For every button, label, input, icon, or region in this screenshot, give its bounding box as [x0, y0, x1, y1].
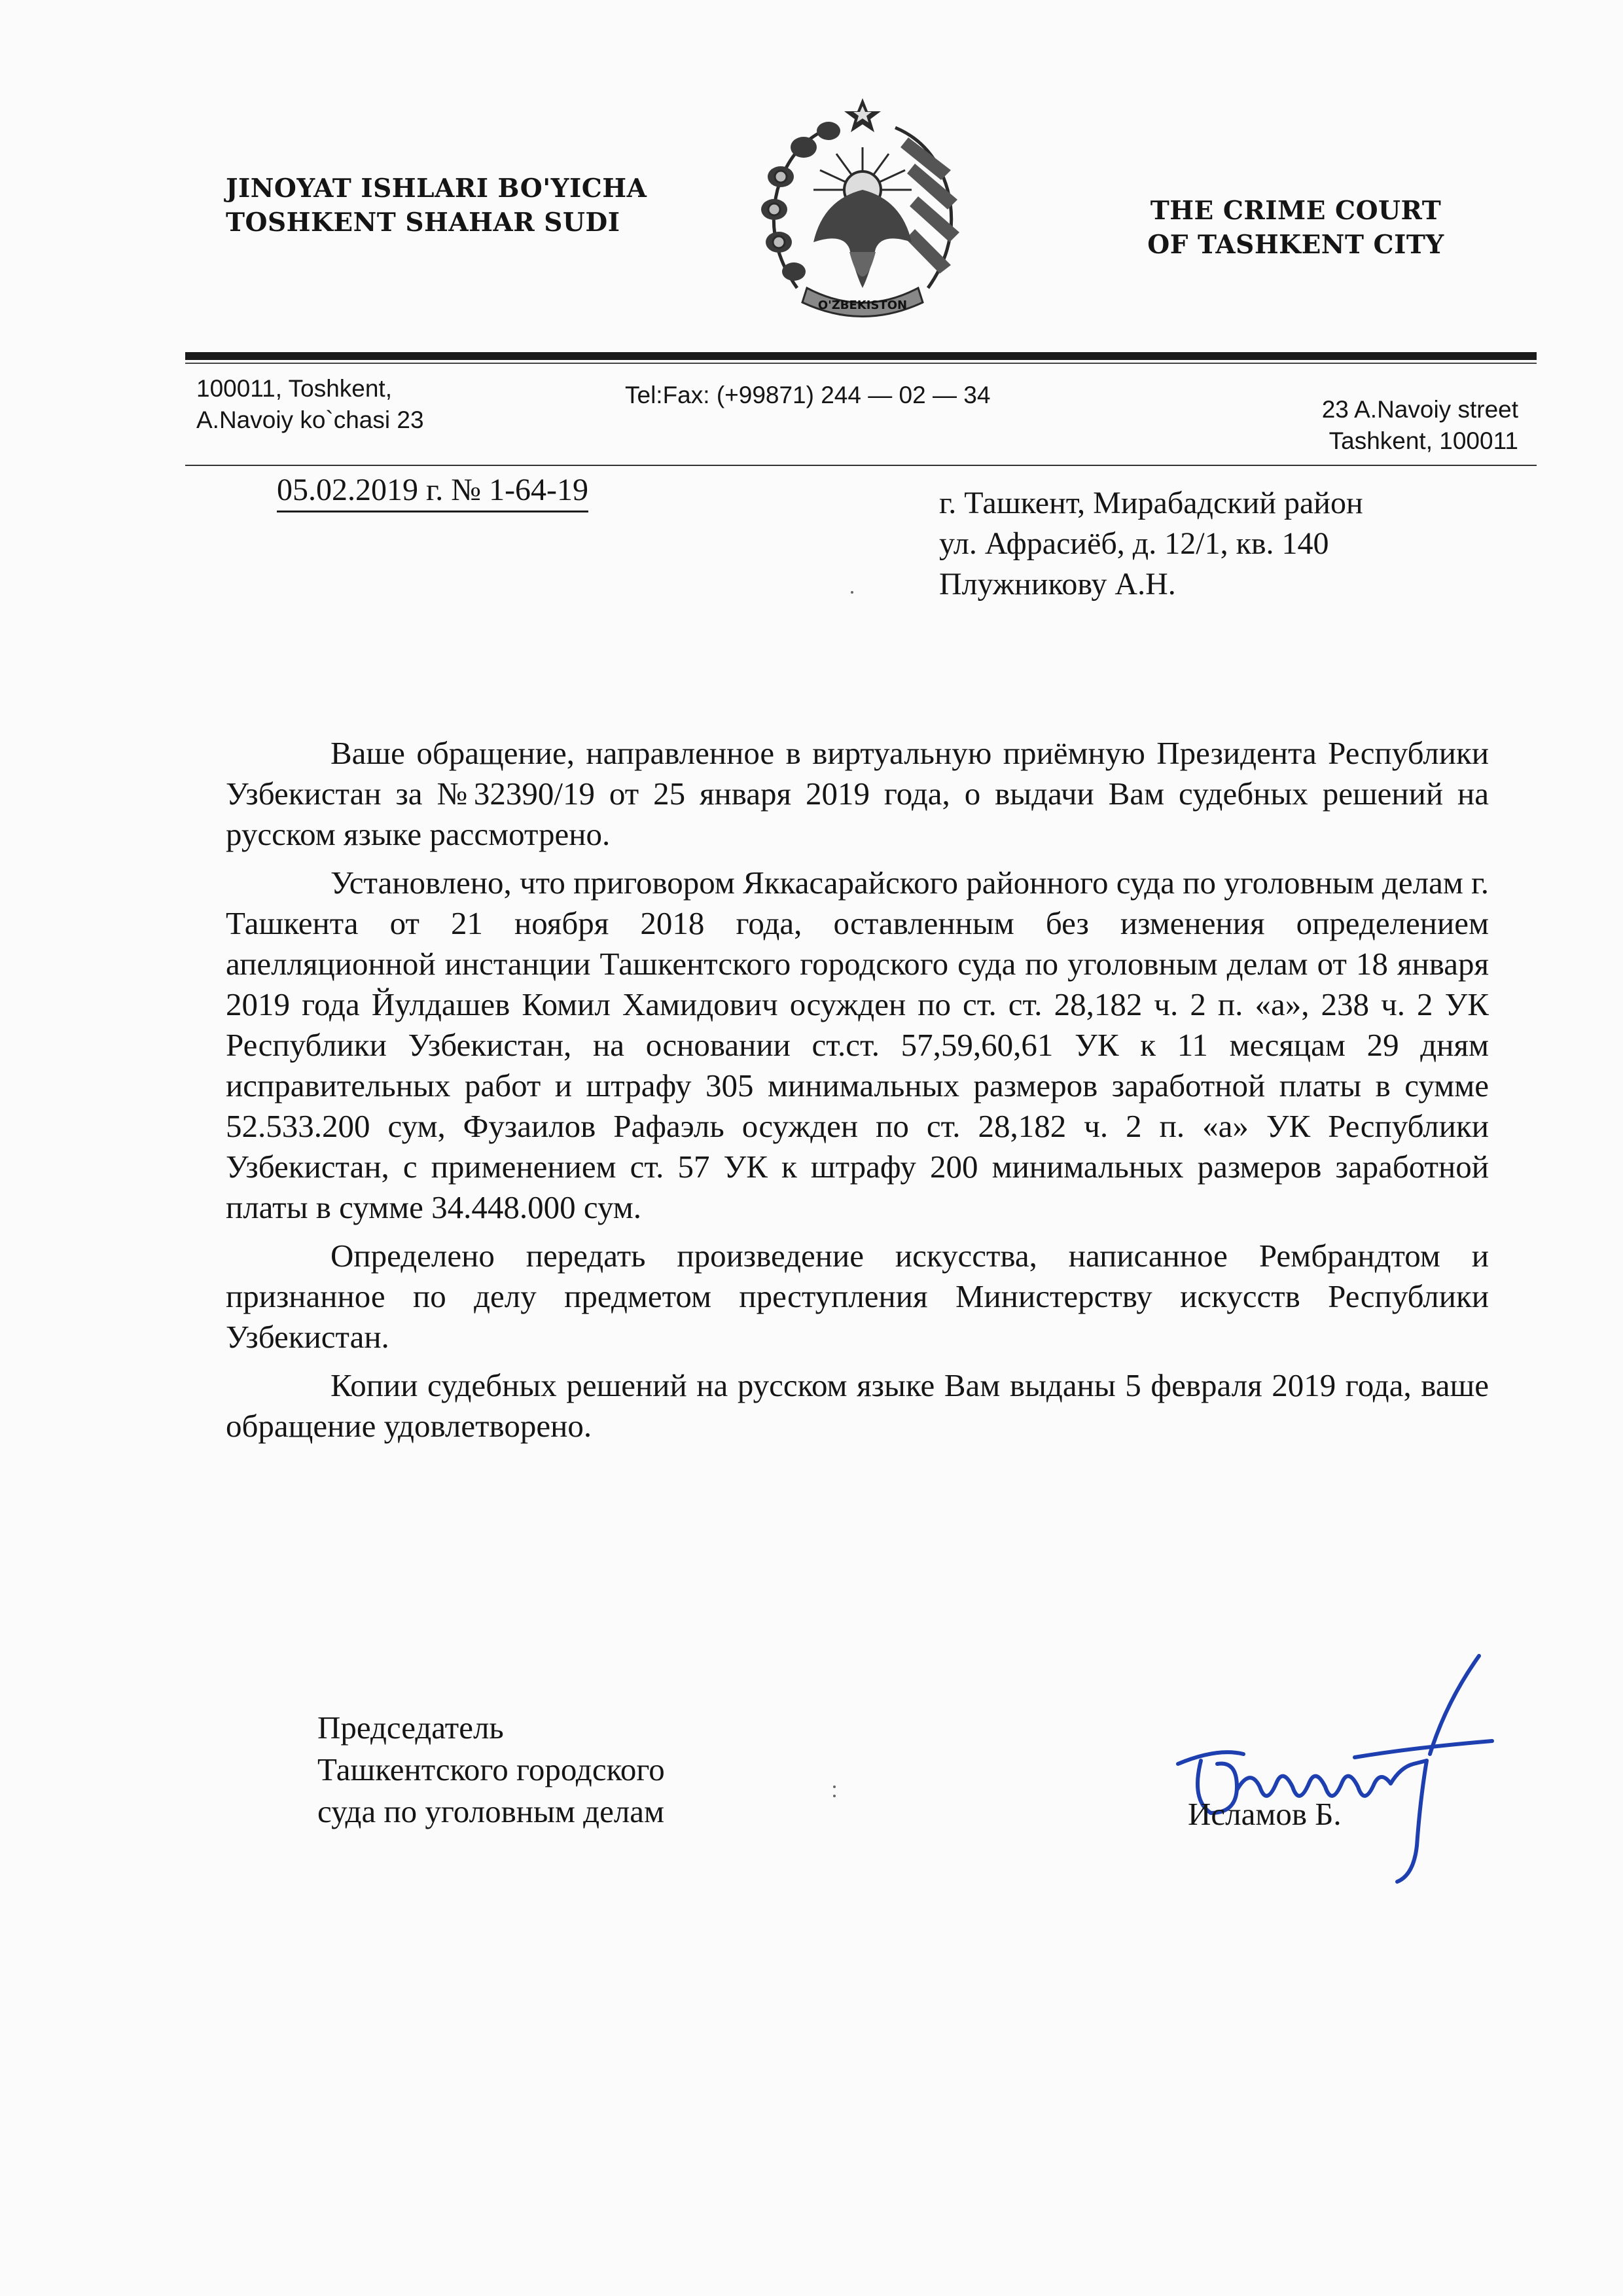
- state-emblem-icon: [751, 92, 974, 324]
- signatory-name: Исламов Б.: [1188, 1796, 1342, 1832]
- signatory-title-line-1: Председатель: [317, 1710, 504, 1746]
- addressee-line-1: г. Ташкент, Мирабадский район: [939, 486, 1363, 520]
- header-rule-thin: [185, 363, 1537, 364]
- addressee-line-2: ул. Афрасиёб, д. 12/1, кв. 140: [939, 526, 1329, 561]
- court-name-uzbek-line-1: JINOYAT ISHLARI BO'YICHA: [226, 173, 647, 204]
- address-uzbek-line-1: 100011, Toshkent,: [196, 375, 392, 402]
- court-name-uzbek: [226, 171, 684, 240]
- contact-rule: [185, 465, 1537, 466]
- addressee-block: [939, 483, 1528, 605]
- address-english-line-1: 23 A.Navoiy street: [1321, 396, 1518, 423]
- body-paragraph-2: Установлено, что приговором Яккасарайского районного суда по уголовным делам г. Ташкента от 21 ноября 2018 года, оставленным без изменения определением апелляционной инстанции Ташкентского городского суда по уголовным делам от 18 января 2019 года Йулдашев Комил Хамидович осужден по ст. ст. 28,182 ч. 2 п. «а», 238 ч. 2 УК Республики Узбекистан, на основании ст.ст. 57,59,60,61 УК к 11 месяцам 29 дням исправительных работ и штрафу 305 минимальных размеров заработной платы в сумме 52.533.200 сум, Фузаилов Рафаэль осужден по ст. 28,182 ч. 2 п. «а» УК Республики Узбекистан, с применением ст. 57 УК к штрафу 200 минимальных размеров заработной платы в сумме 34.448.000 сум.: [226, 865, 1489, 1225]
- phone-fax: Tel:Fax: (+99871) 244 — 02 — 34: [625, 382, 991, 408]
- addressee-line-3: Плужникову А.Н.: [939, 567, 1176, 601]
- scan-artifact: [833, 1795, 836, 1797]
- handwritten-signature: [1139, 1649, 1505, 1898]
- address-english: [1178, 394, 1518, 457]
- document-reference: 05.02.2019 г. № 1-64-19: [277, 470, 588, 512]
- address-uzbek-line-2: A.Navoiy ko`chasi 23: [196, 406, 424, 433]
- address-english-line-2: Tashkent, 100011: [1329, 427, 1518, 454]
- signatory-title-line-3: суда по уголовным делам: [317, 1793, 665, 1829]
- letter-body: [226, 733, 1489, 1454]
- svg-text:O'ZBEKISTON: O'ZBEKISTON: [817, 298, 908, 312]
- header-rule-thick: [185, 352, 1537, 360]
- address-uzbek: [196, 373, 589, 436]
- court-name-english-line-2: OF TASHKENT CITY: [1147, 230, 1444, 260]
- signatory-title-line-2: Ташкентского городского: [317, 1751, 665, 1787]
- body-paragraph-4: Копии судебных решений на русском языке Вам выданы 5 февраля 2019 года, ваше обращение удовлетворено.: [226, 1367, 1489, 1444]
- court-name-uzbek-line-2: TOSHKENT SHAHAR SUDI: [226, 207, 620, 238]
- scan-artifact: [851, 591, 853, 594]
- body-paragraph-3: Определено передать произведение искусства, написанное Рембрандтом и признанное по делу предметом преступления Министерству искусств Республики Узбекистан.: [226, 1238, 1489, 1355]
- scan-artifact: [833, 1785, 836, 1788]
- signatory-title: [317, 1707, 841, 1833]
- body-paragraph-1: Ваше обращение, направленное в виртуальную приёмную Президента Республики Узбекистан за №32390/19 от 25 января 2019 года, о выдачи Вам судебных решений на русском языке рассмотрено.: [226, 735, 1489, 852]
- court-name-english: [1113, 194, 1479, 262]
- court-name-english-line-1: THE CRIME COURT: [1150, 196, 1442, 226]
